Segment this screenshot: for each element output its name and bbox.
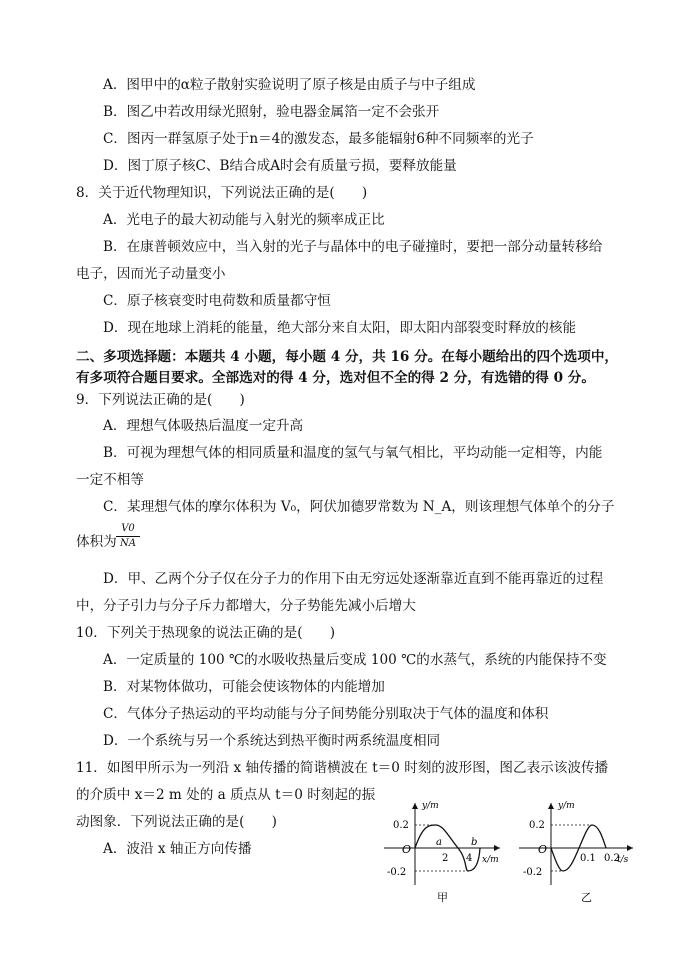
t-axis-label: t/s bbox=[617, 855, 629, 865]
figure-caption: 甲 bbox=[437, 891, 448, 904]
q7-option-b: B．图乙中若改用绿光照射，验电器金属箔一定不会张开 bbox=[103, 104, 440, 120]
q9-option-b-line2: 一定不相等 bbox=[76, 472, 144, 488]
y-axis-arrow bbox=[548, 803, 554, 809]
q10-option-b: B．对某物体做功，可能会使该物体的内能增加 bbox=[103, 679, 385, 695]
figure-jia-wave-graph bbox=[380, 795, 510, 905]
y-axis-arrow bbox=[412, 803, 418, 809]
q7-option-c: C．图丙一群氢原子处于n＝4的激发态，最多能辐射6种不同频率的光子 bbox=[103, 131, 534, 147]
tick-positive: 0.2 bbox=[393, 820, 409, 831]
tick-x-2: 2 bbox=[442, 853, 449, 864]
fraction-bar bbox=[116, 536, 140, 537]
tick-negative: -0.2 bbox=[523, 867, 543, 878]
q11-stem-line2: 的介质中 x＝2 m 处的 a 质点从 t＝0 时刻起的振 bbox=[76, 787, 376, 803]
molecular-volume-fraction bbox=[116, 523, 140, 550]
point-b-label: b bbox=[471, 837, 478, 848]
x-axis-arrow bbox=[494, 845, 500, 851]
y-axis-label: y/m bbox=[422, 801, 439, 811]
figure-yi-vibration-graph bbox=[515, 795, 645, 905]
q8-stem: 8．关于近代物理知识，下列说法正确的是( ) bbox=[76, 185, 368, 201]
origin-label: O bbox=[538, 843, 548, 856]
q9-option-c-line2: 体积为 bbox=[76, 534, 117, 550]
q9-option-d-line1: D．甲、乙两个分子仅在分子力的作用下由无穷远处逐渐靠近直到不能再靠近的过程 bbox=[103, 571, 604, 587]
q11-stem-line3: 动图象．下列说法正确的是( ) bbox=[76, 814, 277, 830]
q10-option-c: C．气体分子热运动的平均动能与分子间势能分别取决于气体的温度和体积 bbox=[103, 706, 549, 722]
q9-option-b-line1: B．可视为理想气体的相同质量和温度的氢气与氧气相比，平均动能一定相等，内能 bbox=[103, 445, 603, 461]
q8-option-b-line2: 电子，因而光子动量变小 bbox=[76, 266, 226, 282]
tick-x-4: 4 bbox=[466, 853, 473, 864]
q9-option-a: A．理想气体吸热后温度一定升高 bbox=[103, 418, 304, 434]
q8-option-a: A．光电子的最大初动能与入射光的频率成正比 bbox=[103, 212, 385, 228]
q9-option-d-line2: 中，分子引力与分子斥力都增大，分子势能先减小后增大 bbox=[76, 598, 416, 614]
q8-option-b-line1: B．在康普顿效应中，当入射的光子与晶体中的电子碰撞时，要把一部分动量转移给 bbox=[103, 239, 603, 255]
q10-option-a: A．一定质量的 100 ℃的水吸收热量后变成 100 ℃的水蒸气，系统的内能保持不变 bbox=[103, 652, 607, 668]
tick-positive: 0.2 bbox=[529, 820, 545, 831]
fraction-denominator: NA bbox=[120, 538, 136, 549]
q8-option-d: D．现在地球上消耗的能量，绝大部分来自太阳，即太阳内部裂变时释放的核能 bbox=[103, 320, 577, 336]
q11-stem-line1: 11．如图甲所示为一列沿 x 轴传播的简谐横波在 t＝0 时刻的波形图，图乙表示该波传播 bbox=[76, 760, 609, 776]
q9-option-c-line1: C．某理想气体的摩尔体积为 V₀，阿伏加德罗常数为 N_A，则该理想气体单个的分子 bbox=[103, 499, 615, 515]
tick-t-02: 0.2 bbox=[604, 853, 620, 864]
tick-t-01: 0.1 bbox=[580, 853, 596, 864]
x-axis-label: x/m bbox=[482, 855, 499, 865]
tick-negative: -0.2 bbox=[387, 867, 407, 878]
point-a-label: a bbox=[436, 837, 442, 848]
q8-option-c: C．原子核衰变时电荷数和质量都守恒 bbox=[103, 293, 331, 309]
section-heading-line1: 二、多项选择题：本题共 4 小题，每小题 4 分，共 16 分。在每小题给出的四个选项中， bbox=[76, 349, 619, 365]
figure-caption: 乙 bbox=[581, 891, 592, 904]
q9-stem: 9．下列说法正确的是( ) bbox=[76, 392, 245, 408]
fraction-numerator: V0 bbox=[121, 523, 135, 534]
q10-option-d: D．一个系统与另一个系统达到热平衡时两系统温度相同 bbox=[103, 733, 441, 749]
q7-option-a: A．图甲中的α粒子散射实验说明了原子核是由质子与中子组成 bbox=[103, 77, 476, 93]
y-axis-label: y/m bbox=[558, 801, 575, 811]
origin-label: O bbox=[402, 843, 412, 856]
q10-stem: 10．下列关于热现象的说法正确的是( ) bbox=[76, 625, 335, 641]
q11-option-a: A．波沿 x 轴正方向传播 bbox=[103, 841, 252, 857]
section-heading-line2: 有多项符合题目要求。全部选对的得 4 分，选对但不全的得 2 分，有选错的得 0 分。 bbox=[76, 370, 595, 386]
q7-option-d: D．图丁原子核C、B结合成A时会有质量亏损，要释放能量 bbox=[103, 158, 457, 174]
t-axis-arrow bbox=[627, 845, 633, 851]
